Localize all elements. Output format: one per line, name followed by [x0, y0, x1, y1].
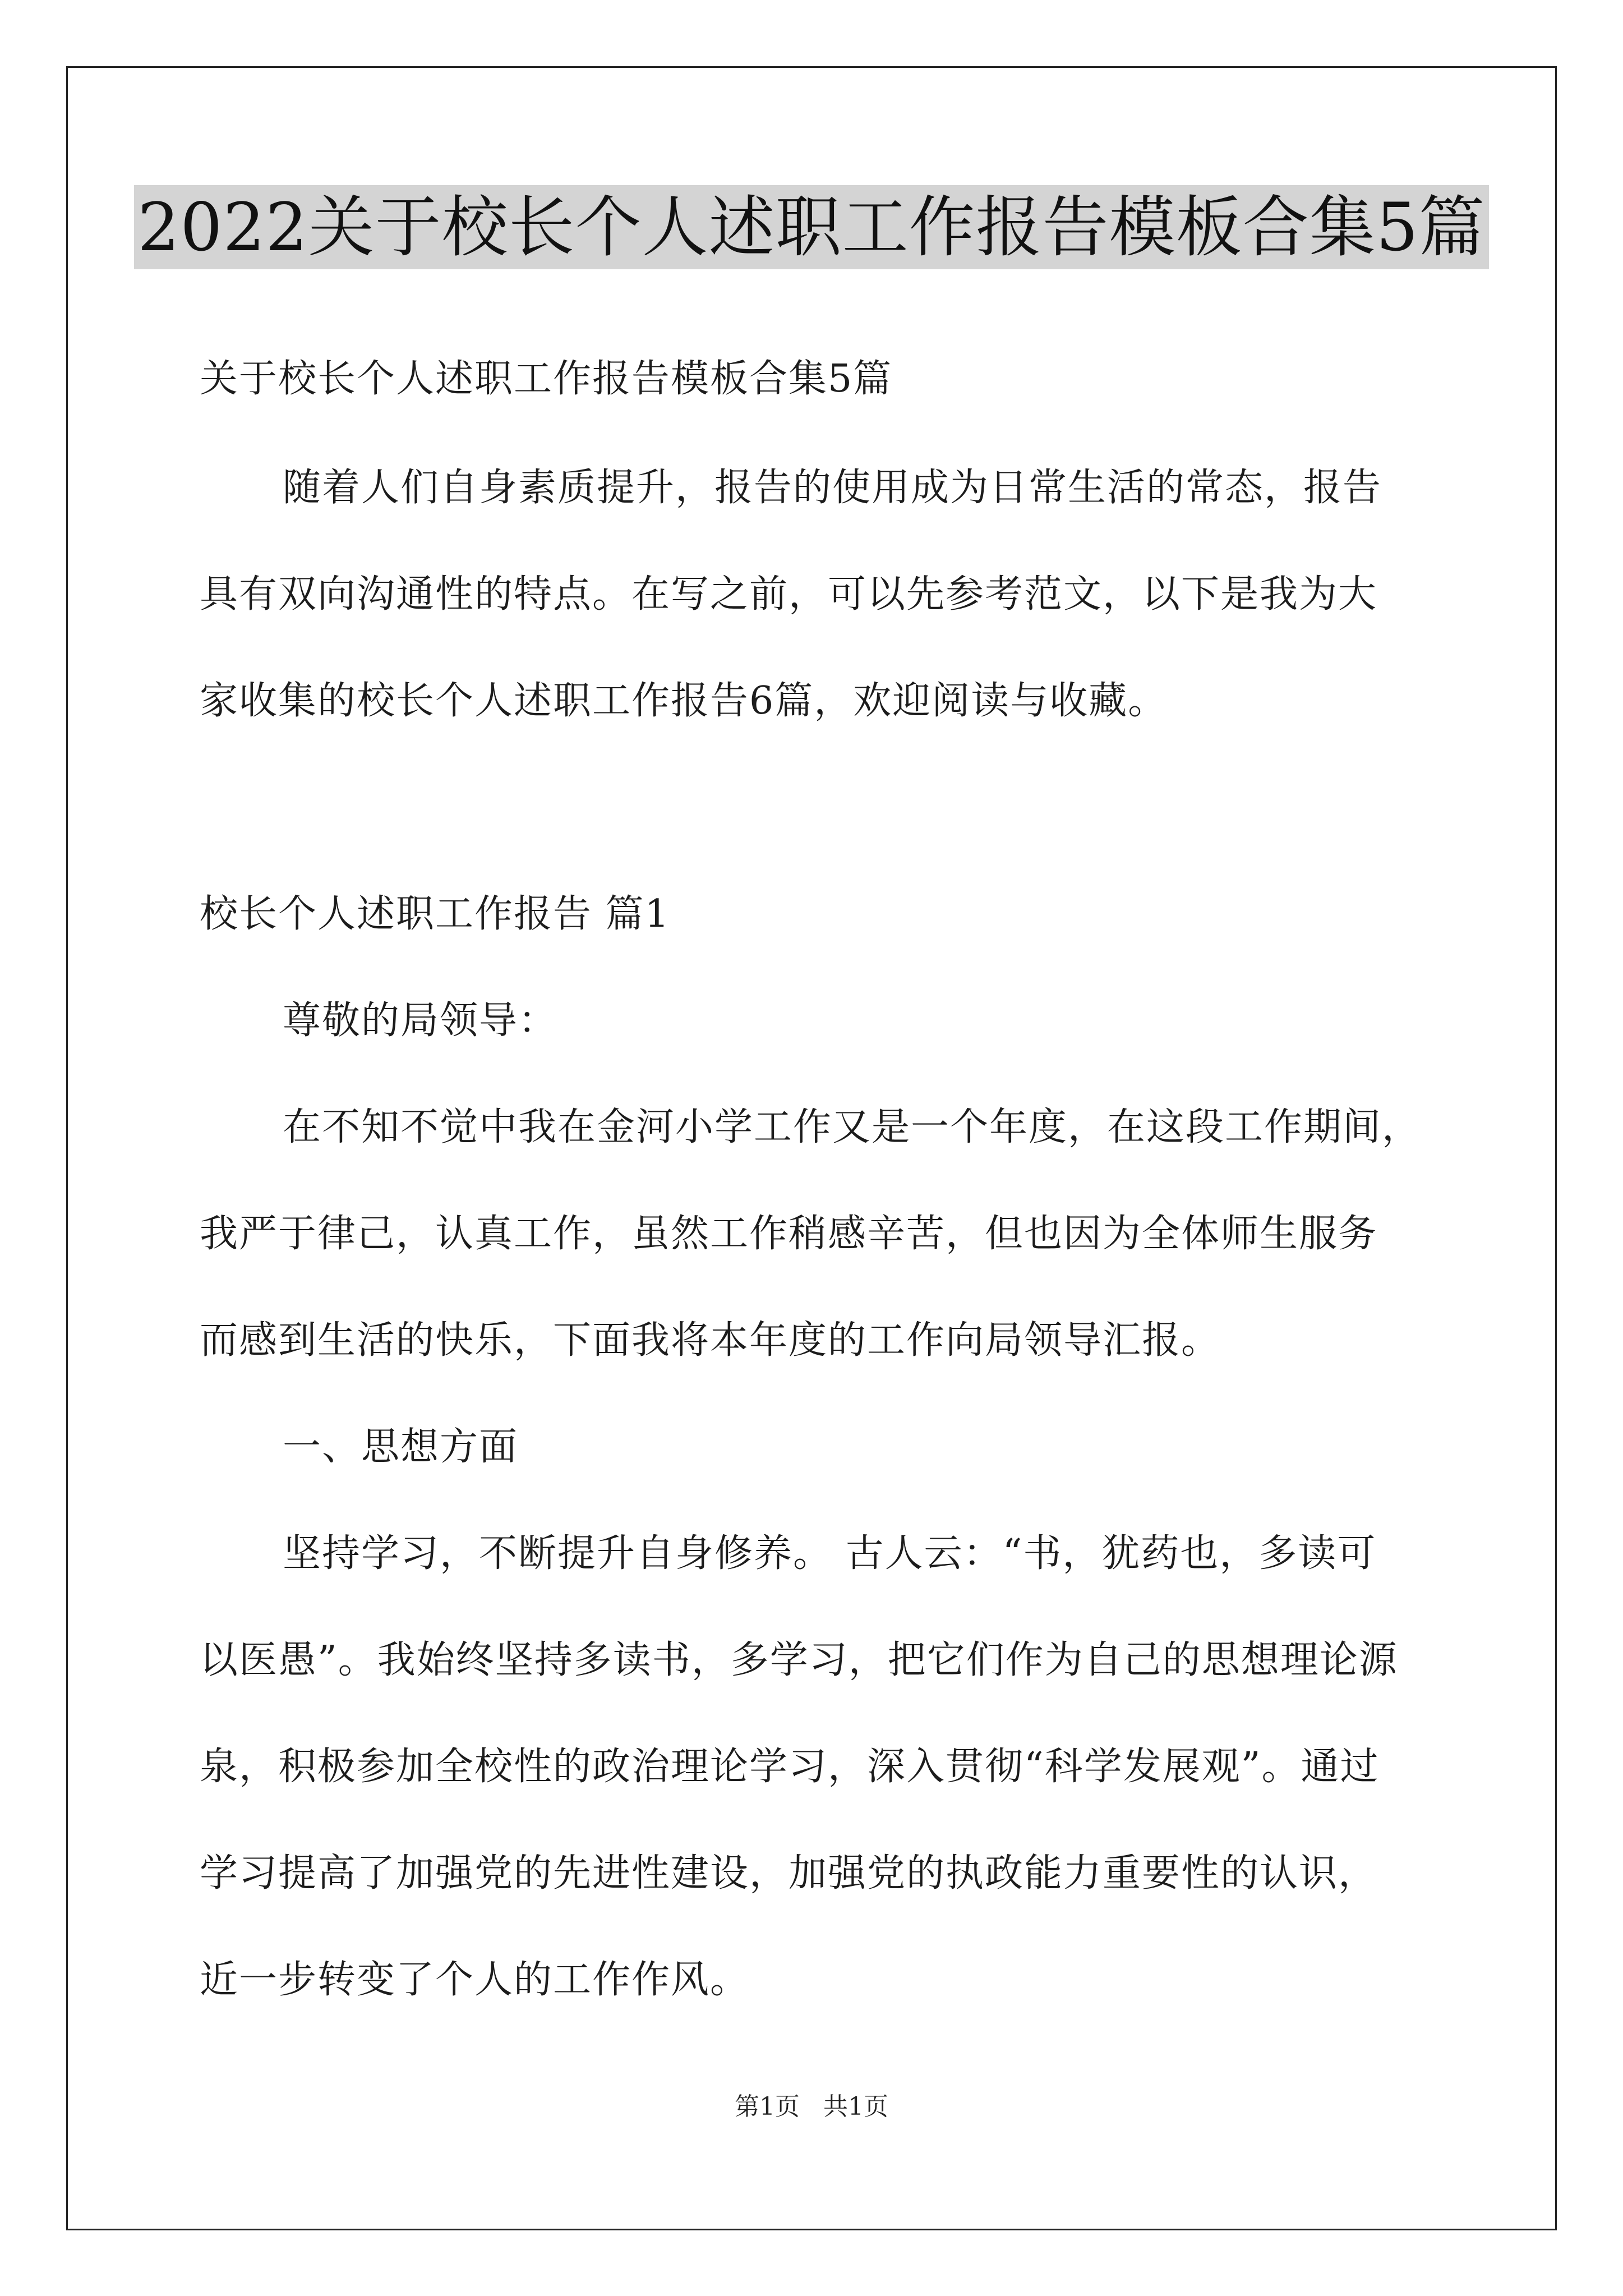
intro-line: 家收集的校长个人述职工作报告6篇，欢迎阅读与收藏。	[200, 679, 1168, 723]
page-footer	[0, 2091, 1623, 2123]
paragraph-line: 我严于律己，认真工作，虽然工作稍感辛苦，但也因为全体师生服务	[200, 1212, 1378, 1256]
paragraph-line: 近一步转变了个人的工作作风。	[200, 1958, 750, 2002]
paragraph-line: 在不知不觉中我在金河小学工作又是一个年度，在这段工作期间，	[283, 1105, 1422, 1149]
document-title: 2022关于校长个人述职工作报告模板合集5篇	[134, 185, 1488, 269]
paragraph-line: 坚持学习，不断提升自身修养。 古人云：“书，犹药也，多读可	[283, 1531, 1377, 1576]
page-number: 第1页	[735, 2092, 800, 2121]
document-subtitle: 关于校长个人述职工作报告模板合集5篇	[200, 357, 893, 401]
paragraph-line: 而感到生活的快乐，下面我将本年度的工作向局领导汇报。	[200, 1318, 1221, 1363]
paragraph-line: 学习提高了加强党的先进性建设，加强党的执政能力重要性的认识，	[200, 1851, 1378, 1895]
section-heading: 校长个人述职工作报告 篇1	[200, 892, 670, 936]
intro-line: 随着人们自身素质提升，报告的使用成为日常生活的常态，报告	[283, 466, 1382, 510]
paragraph-line: 泉，积极参加全校性的政治理论学习，深入贯彻“科学发展观”。通过	[200, 1745, 1380, 1789]
paragraph-line: 以医愚”。我始终坚持多读书，多学习，把它们作为自己的思想理论源	[200, 1638, 1398, 1682]
salutation: 尊敬的局领导：	[283, 999, 558, 1043]
subheading: 一、思想方面	[283, 1425, 519, 1469]
title-container	[0, 185, 1623, 269]
intro-line: 具有双向沟通性的特点。在写之前，可以先参考范文，以下是我为大	[200, 572, 1378, 616]
page-total: 共1页	[823, 2092, 888, 2121]
